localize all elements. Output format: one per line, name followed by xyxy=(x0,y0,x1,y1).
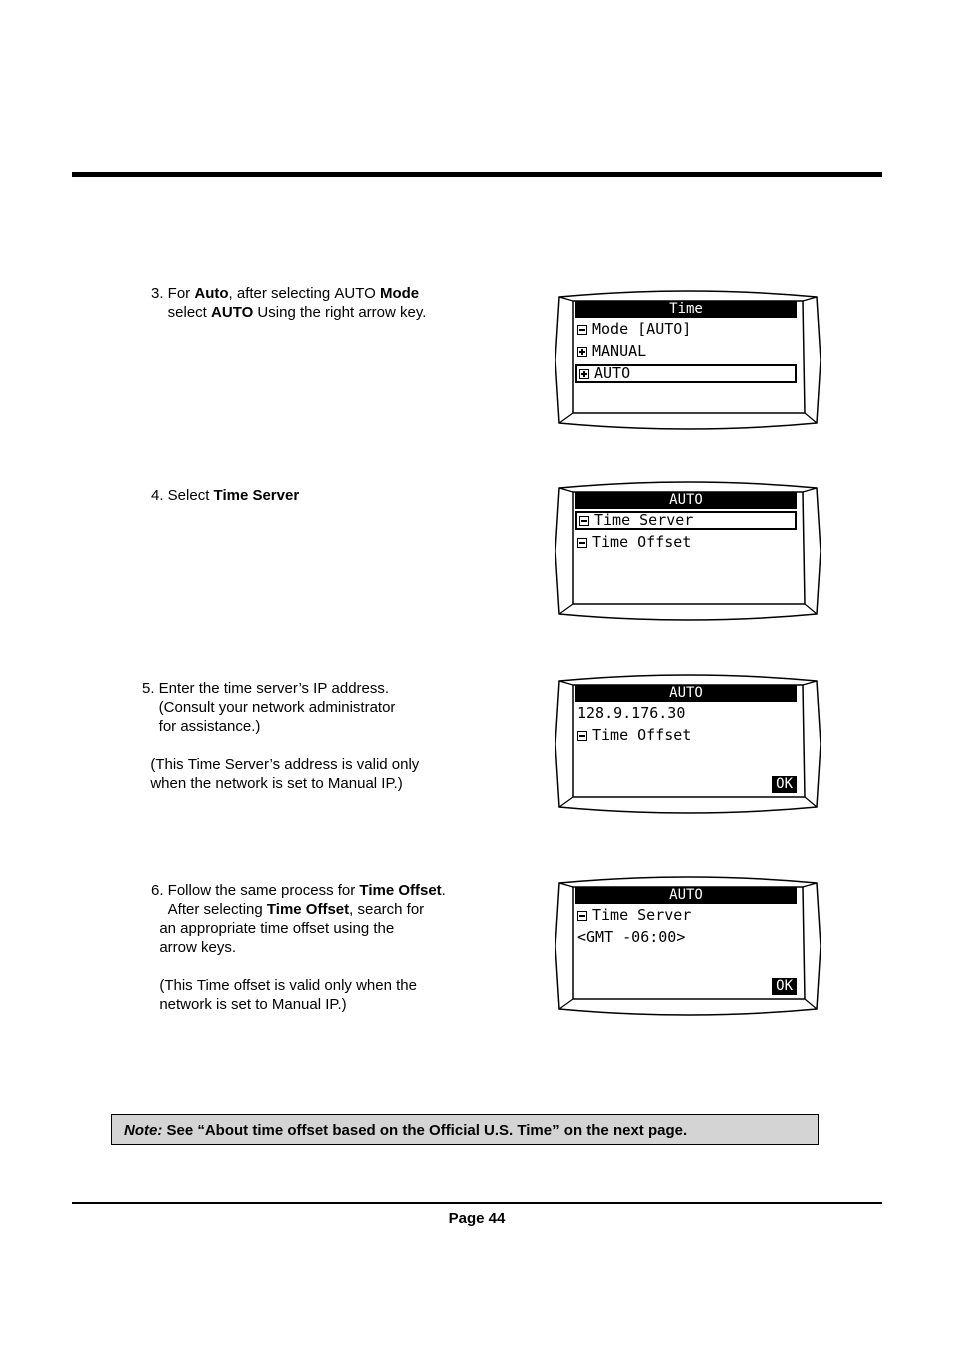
lcd-display xyxy=(575,492,799,602)
text-segment: . xyxy=(441,882,446,899)
step-text-line xyxy=(151,900,446,919)
lcd-menu-item xyxy=(577,533,797,552)
step-text-line xyxy=(151,303,426,322)
lcd-menu-item-label: Time Offset xyxy=(592,533,692,551)
text-segment: 3. For xyxy=(151,285,195,302)
bold-term: AUTO xyxy=(211,304,254,321)
bold-term: Time Offset xyxy=(266,901,350,918)
page-number: Page 44 xyxy=(448,1210,506,1227)
text-segment: an appropriate time offset using the xyxy=(151,920,395,937)
text-segment: After selecting xyxy=(151,901,267,918)
lcd-screen-time-offset xyxy=(555,873,821,1019)
lcd-menu-item-selected xyxy=(575,364,797,383)
lcd-title-bar: AUTO xyxy=(575,887,797,904)
collapse-box-icon xyxy=(577,538,587,548)
lcd-menu-item-label: AUTO xyxy=(594,364,631,382)
text-segment: (Consult your network administrator xyxy=(142,699,396,716)
lcd-menu-item-label: Mode [AUTO] xyxy=(592,320,692,338)
step-text-line xyxy=(151,957,446,976)
collapse-box-icon xyxy=(577,731,587,741)
expand-box-icon xyxy=(579,369,589,379)
note-box xyxy=(111,1114,819,1145)
header-rule xyxy=(72,172,882,177)
lcd-title-bar: Time xyxy=(575,301,797,318)
lcd-menu-item xyxy=(577,906,797,925)
note-label: Note: xyxy=(124,1122,163,1139)
lcd-menu-item-label: 128.9.176.30 xyxy=(577,704,686,722)
collapse-box-icon xyxy=(577,911,587,921)
lcd-menu-item-label: Time Server xyxy=(594,511,694,529)
collapse-box-icon xyxy=(577,325,587,335)
step-text-line xyxy=(142,774,419,793)
lcd-display xyxy=(575,685,799,795)
text-segment: 4. Select xyxy=(151,487,214,504)
text-segment: select xyxy=(151,304,212,321)
lcd-menu-item-selected xyxy=(575,511,797,530)
step-text-line xyxy=(151,486,299,505)
text-segment: arrow keys. xyxy=(151,939,237,956)
text-segment: (This Time Server’s address is valid only xyxy=(142,756,420,773)
text-segment: 5. Enter the time server’s IP address. xyxy=(142,680,390,697)
lcd-screen-time-server-ip xyxy=(555,671,821,817)
note-text: See “About time offset based on the Official U.S. Time” on the next page. xyxy=(162,1122,688,1139)
text-segment: Using the right arrow key. xyxy=(253,304,427,321)
step-text-line xyxy=(151,938,446,957)
footer-rule xyxy=(72,1202,882,1204)
lcd-ok-indicator: OK xyxy=(772,978,797,995)
step-text-line xyxy=(151,995,446,1014)
lcd-menu-item-label: MANUAL xyxy=(592,342,647,360)
lcd-menu-item-label: Time Offset xyxy=(592,726,692,744)
bold-term: Time Server xyxy=(213,487,300,504)
lcd-menu-item xyxy=(577,726,797,745)
lcd-screen-auto-menu xyxy=(555,478,821,624)
step-text-line xyxy=(142,755,419,774)
lcd-menu-item xyxy=(577,704,797,723)
step-text-line xyxy=(151,919,446,938)
text-segment: (This Time offset is valid only when the xyxy=(151,977,417,994)
text-segment: when the network is set to Manual IP.) xyxy=(142,775,403,792)
lcd-display xyxy=(575,301,799,411)
lcd-menu-item xyxy=(577,928,797,947)
step-text-line xyxy=(151,881,446,900)
text-segment: network is set to Manual IP.) xyxy=(151,996,347,1013)
lcd-menu-item-label: <GMT -06:00> xyxy=(577,928,686,946)
step-text-line xyxy=(142,736,419,755)
lcd-screen-time-mode xyxy=(555,287,821,433)
lcd-title-bar: AUTO xyxy=(575,492,797,509)
collapse-box-icon xyxy=(579,516,589,526)
text-segment: 6. Follow the same process for xyxy=(151,882,360,899)
bold-term: Time Offset xyxy=(359,882,442,899)
step-text-line xyxy=(151,284,426,303)
step-5-instruction xyxy=(142,679,419,793)
bold-term: Auto xyxy=(194,285,229,302)
step-4-instruction xyxy=(151,486,299,505)
text-segment: , after selecting AUTO xyxy=(228,285,380,302)
step-6-instruction xyxy=(151,881,446,1014)
text-segment: for assistance.) xyxy=(142,718,261,735)
text-segment: , search for xyxy=(349,901,425,918)
step-text-line xyxy=(142,717,419,736)
step-text-line xyxy=(142,698,419,717)
step-3-instruction xyxy=(151,284,426,322)
bold-term: Mode xyxy=(379,285,420,302)
lcd-menu-item-label: Time Server xyxy=(592,906,692,924)
lcd-display xyxy=(575,887,799,997)
step-text-line xyxy=(151,976,446,995)
lcd-menu-item xyxy=(577,320,797,339)
lcd-title-bar: AUTO xyxy=(575,685,797,702)
lcd-menu-item xyxy=(577,342,797,361)
expand-box-icon xyxy=(577,347,587,357)
lcd-ok-indicator: OK xyxy=(772,776,797,793)
step-text-line xyxy=(142,679,419,698)
